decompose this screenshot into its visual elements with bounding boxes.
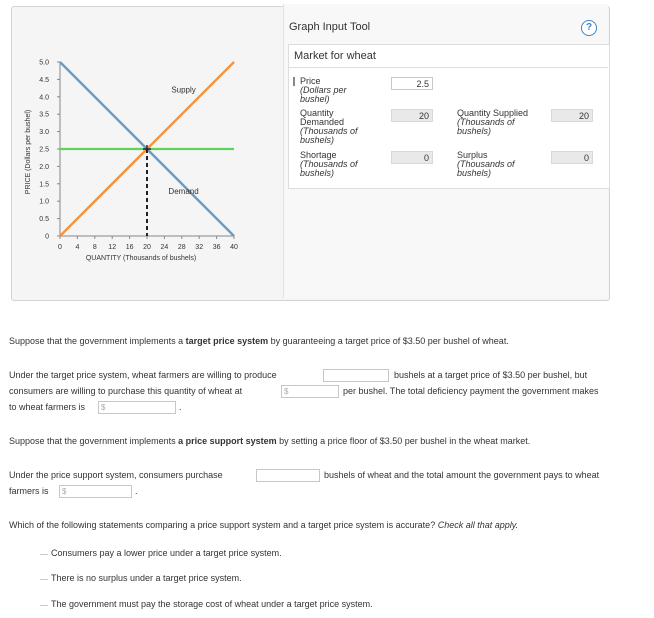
x-tick-label: 24 (160, 244, 169, 251)
target-price-intro: Suppose that the government implements a target price system by guaranteeing a target price of $3.50 per bushel of wheat. (9, 336, 509, 346)
period: . (179, 402, 182, 412)
option-3-checkbox[interactable] (40, 605, 48, 606)
supply-label: Supply (171, 85, 196, 95)
price-input[interactable]: 2.5 (391, 77, 433, 90)
q2-text-b: bushels of wheat and the total amount the government pays to wheat (324, 470, 600, 480)
q1-text-e: to wheat farmers is (9, 402, 86, 412)
market-divider (288, 67, 608, 68)
demand-label: Demand (168, 186, 199, 196)
q3-text: Which of the following statements comparing a price support system and a target price system is accurate? Check all that apply. (9, 520, 519, 530)
option-2-checkbox[interactable] (40, 579, 48, 580)
surplus-value: 0 (551, 151, 593, 164)
option-3-label[interactable]: The government must pay the storage cost of wheat under a target price system. (51, 599, 373, 609)
y-tick-label: 4.5 (39, 76, 49, 84)
x-tick-label: 16 (125, 244, 134, 251)
x-tick-label: 12 (108, 244, 117, 251)
x-tick-label: 28 (177, 244, 186, 251)
consumer-price-input[interactable]: $ (281, 385, 339, 398)
x-tick-label: 4 (75, 244, 80, 251)
y-tick-label: 0 (45, 233, 49, 241)
period: . (135, 486, 138, 496)
help-icon[interactable]: ? (581, 20, 597, 36)
q1-text-c: consumers are willing to purchase this quantity of wheat at (9, 386, 243, 396)
quantity-supplied-value: 20 (551, 109, 593, 122)
y-tick-label: 5.0 (39, 59, 49, 67)
quantity-demanded-label: Quantity Demanded (Thousands of bushels) (300, 108, 358, 145)
x-tick-label: 36 (212, 244, 221, 251)
q1-text-b: bushels at a target price of $3.50 per bushel, but (394, 370, 588, 380)
tool-title: Graph Input Tool (289, 21, 371, 33)
market-title: Market for wheat (294, 50, 376, 62)
surplus-label: Surplus (Thousands of bushels) (457, 150, 515, 178)
q1-text-a: Under the target price system, wheat farmers are willing to produce (9, 370, 277, 380)
quantity-supplied-label: Quantity Supplied (Thousands of bushels) (457, 108, 529, 136)
y-axis-label: PRICE (Dollars per bushel) (25, 109, 32, 195)
q2-text-c: farmers is (9, 486, 49, 496)
y-tick-label: 2.0 (39, 163, 49, 171)
x-tick-label: 8 (92, 244, 97, 251)
price-support-intro: Suppose that the government implements a price support system by setting a price floor of $3.50 per bushel in the wheat market. (9, 436, 531, 446)
support-payment-input[interactable]: $ (59, 485, 132, 498)
target-quantity-input[interactable] (323, 369, 389, 382)
deficiency-payment-input[interactable]: $ (98, 401, 176, 414)
x-axis-label: QUANTITY (Thousands of bushels) (85, 255, 197, 262)
option-1-label[interactable]: Consumers pay a lower price under a target price system. (51, 548, 282, 558)
x-tick-label: 32 (195, 244, 204, 251)
shortage-label: Shortage (Thousands of bushels) (300, 150, 358, 178)
q1-text-d: per bushel. The total deficiency payment the government makes (343, 386, 599, 396)
y-tick-label: 0.5 (39, 216, 49, 224)
price-drag-handle-icon (293, 77, 295, 86)
y-tick-label: 1.0 (39, 198, 49, 206)
q2-text-a: Under the price support system, consumers purchase (9, 470, 223, 480)
y-tick-label: 4.0 (39, 94, 49, 102)
quantity-demanded-value: 20 (391, 109, 433, 122)
y-tick-label: 3.0 (39, 129, 49, 137)
x-tick-label: 20 (143, 244, 151, 251)
support-quantity-input[interactable] (256, 469, 320, 482)
supply-demand-chart[interactable] (0, 6, 283, 296)
option-1-checkbox[interactable] (40, 554, 48, 555)
x-tick-label: 0 (58, 244, 62, 251)
y-tick-label: 3.5 (39, 111, 49, 119)
price-label: Price (Dollars per bushel) (300, 76, 347, 104)
x-tick-label: 40 (230, 244, 238, 251)
y-tick-label: 1.5 (39, 181, 49, 189)
shortage-value: 0 (391, 151, 433, 164)
option-2-label[interactable]: There is no surplus under a target price system. (51, 573, 242, 583)
y-tick-label: 2.5 (39, 146, 49, 154)
